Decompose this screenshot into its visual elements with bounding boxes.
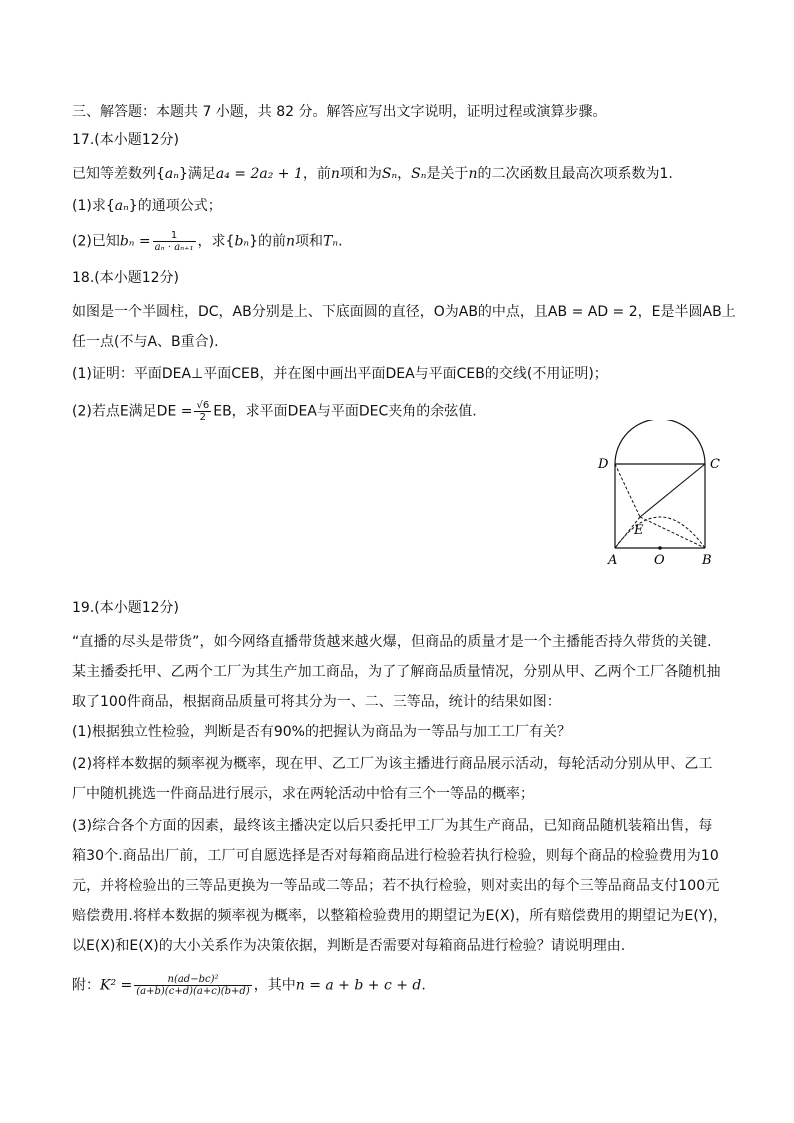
- bottom-semicircle: [615, 517, 705, 548]
- label-D: D: [598, 457, 609, 472]
- chi-square-fraction: $\frac{\text{n(ad−bc)²}}{(a+b)(c+d)(a+c)(b+d)}$: [136, 974, 250, 997]
- section-header: 三、解答题：本题共 7 小题，共 82 分。解答应写出文字说明，证明过程或演算步骤。: [72, 104, 607, 120]
- q19-part3-line5: 以E(X)和E(X)的大小关系作为决策依据，判断是否需要对每箱商品进行检验？请说明理由.: [72, 938, 626, 954]
- q19-part1: (1)根据独立性检验，判断是否有90%的把握认为商品为一等品与加工工厂有关？: [72, 724, 571, 740]
- q19-stem-line1: “直播的尽头是带货”，如今网络直播带货越来越火爆，但商品的质量才是一个主播能否持久带货的关键.: [72, 634, 712, 650]
- q18-stem-line1: 如图是一个半圆柱，DC，AB分别是上、下底面圆的直径，O为AB的中点，且AB = AD = 2，E是半圆AB上: [72, 304, 736, 320]
- q18-fraction: $\frac{√6}{2}$: [196, 400, 210, 423]
- q19-stem-line3: 取了100件商品，根据商品质量可将其分为一、二、三等品，统计的结果如图：: [72, 694, 561, 710]
- segment-CE: [640, 464, 705, 517]
- label-O: O: [654, 553, 665, 568]
- q18-part2: (2)若点E满足DE = $\frac{√6}{2}$ EB，求平面DEA与平面DEC夹角的余弦值.: [72, 400, 477, 423]
- q19-part3-line3: 元，并将检验出的三等品更换为一等品或二等品；若不执行检验，则对卖出的每个三等品商品支付100元: [72, 878, 720, 894]
- q18-stem-line2: 任一点(不与A、B重合).: [72, 334, 219, 350]
- q17-part2: (2)已知bₙ = $\frac{1}{\text{aₙ · aₙ₊₁}}$ ，求{bₙ}的前n项和Tₙ.: [72, 230, 343, 253]
- label-E: E: [634, 523, 644, 538]
- q19-part2-line2: 厂中随机挑选一件商品进行展示，求在两轮活动中恰有三个一等品的概率；: [72, 786, 534, 802]
- q17-fraction: $\frac{1}{\text{aₙ · aₙ₊₁}}$: [154, 230, 194, 253]
- segment-EB: [640, 517, 705, 548]
- q17-an: aₙ: [164, 166, 179, 182]
- q19-stem-line2: 某主播委托甲、乙两个工厂为其生产加工商品，为了了解商品质量情况，分别从甲、乙两个工厂各随机抽: [72, 664, 721, 680]
- q19-appendix: 附：K² = $\frac{\text{n(ad−bc)²}}{(a+b)(c+d)(a+c)(b+d)}$ ，其中n = a + b + c + d.: [72, 974, 426, 997]
- q19-part2-line1: (2)将样本数据的频率视为概率，现在甲、乙工厂为该主播进行商品展示活动，每轮活动分别从甲、乙工: [72, 756, 713, 772]
- q19-part3-line1: (3)综合各个方面的因素，最终该主播决定以后只委托甲工厂为其生产商品，已知商品随机装箱出售，每: [72, 818, 713, 834]
- q17-part1: (1)求{aₙ}的通项公式；: [72, 198, 222, 214]
- q19-part3-line2: 箱30个.商品出厂前，工厂可自愿选择是否对每箱商品进行检验若执行检验，则每个商品的检验费用为10: [72, 848, 719, 864]
- top-semicircle: [615, 420, 705, 464]
- q17-title: 17.(本小题12分): [72, 132, 180, 148]
- q18-part1: (1)证明：平面DEA⊥平面CEB，并在图中画出平面DEA与平面CEB的交线(不用证明)；: [72, 366, 608, 382]
- q19-title: 19.(本小题12分): [72, 600, 180, 616]
- q18-title: 18.(本小题12分): [72, 270, 180, 286]
- half-cylinder-figure: [590, 420, 730, 570]
- segment-DE: [615, 464, 640, 517]
- q17-stem: 已知等差数列{aₙ}满足a₄ = 2a₂ + 1，前n项和为Sₙ，Sₙ是关于n的二次函数且最高次项系数为1.: [72, 166, 673, 182]
- label-C: C: [710, 457, 720, 472]
- label-B: B: [702, 553, 712, 568]
- label-A: A: [608, 553, 618, 568]
- q19-part3-line4: 赔偿费用.将样本数据的频率视为概率，以整箱检验费用的期望记为E(X)，所有赔偿费用的期望记为E(Y)，: [72, 908, 728, 924]
- point-O: [658, 546, 662, 550]
